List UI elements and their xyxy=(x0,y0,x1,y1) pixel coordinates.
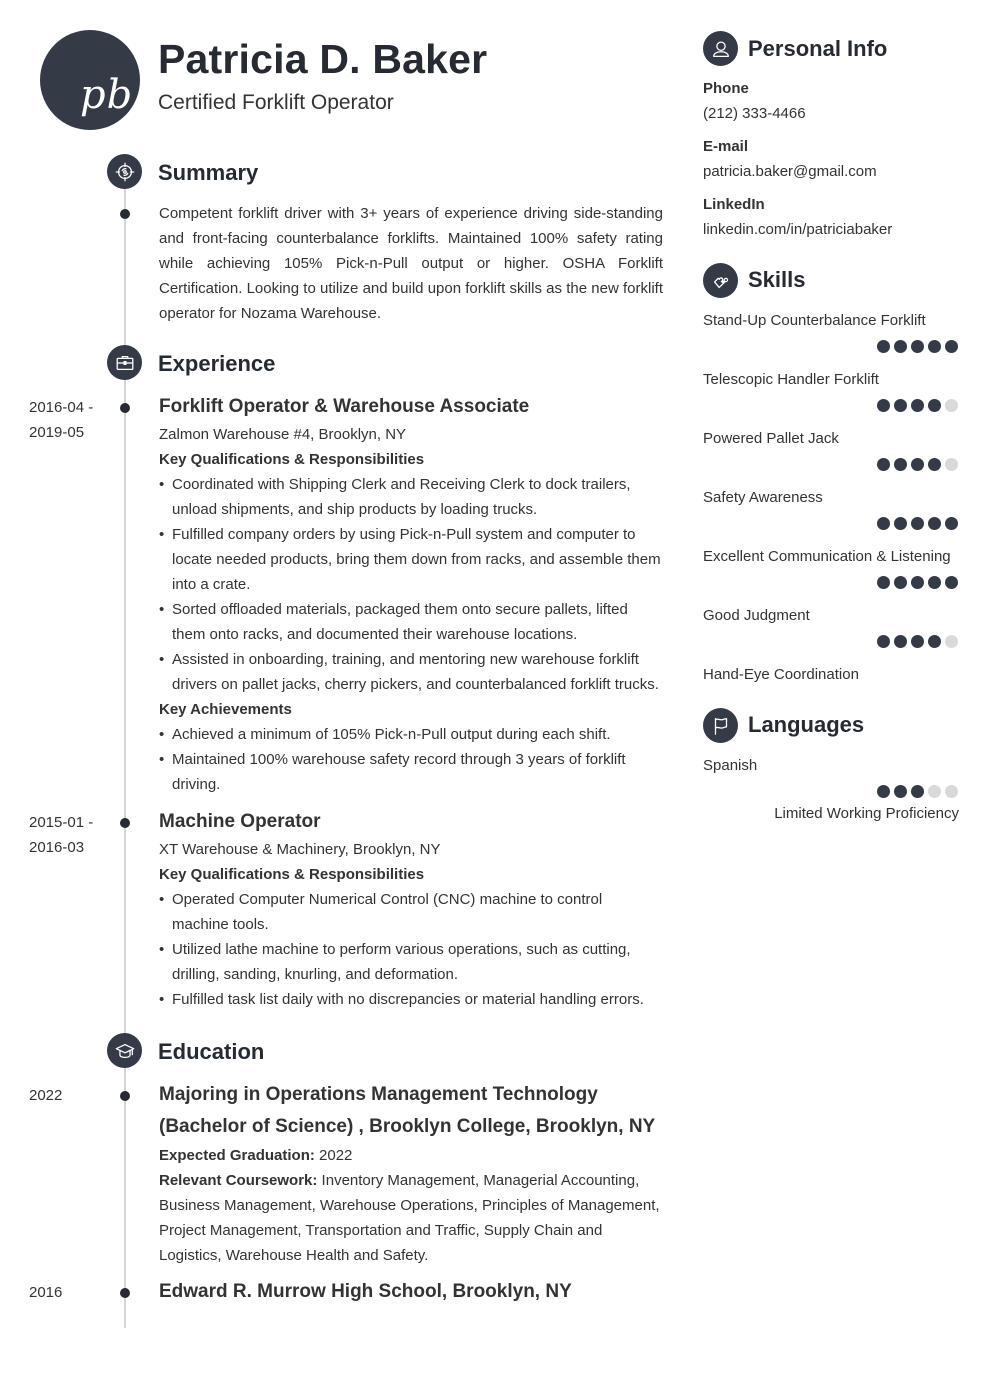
coursework-line xyxy=(159,1168,663,1268)
target-icon xyxy=(107,154,142,189)
skill-name: Good Judgment xyxy=(703,607,810,624)
achievements-list xyxy=(159,722,663,797)
section-title-education: Education xyxy=(158,1039,265,1064)
edu-date: 2016 xyxy=(29,1284,63,1301)
timeline-line xyxy=(124,170,126,1328)
graduation-label: Expected Graduation: xyxy=(159,1147,315,1164)
list-item: • Achieved a minimum of 105% Pick-n-Pull output during each shift. xyxy=(159,722,663,747)
list-item: • Maintained 100% warehouse safety record through 3 years of forklift driving. xyxy=(159,747,663,797)
job-title: Machine Operator xyxy=(159,811,321,832)
timeline-dot xyxy=(120,209,130,219)
user-icon xyxy=(703,31,738,66)
skill-name: Powered Pallet Jack xyxy=(703,430,839,447)
responsibilities-list xyxy=(159,472,663,697)
list-item: • Utilized lathe machine to perform various operations, such as cutting, drilling, sanding, knurling, and deformation. xyxy=(159,937,663,987)
list-item: • Coordinated with Shipping Clerk and Receiving Clerk to dock trailers, unload shipments, and ship products by loading trucks. xyxy=(159,472,663,522)
flag-icon xyxy=(703,708,738,743)
job-date-start: 2016-04 - xyxy=(29,399,94,416)
language-rating xyxy=(877,785,959,799)
timeline-dot xyxy=(120,818,130,828)
timeline-dot xyxy=(120,403,130,413)
degree-line-1: Majoring in Operations Management Technology xyxy=(159,1084,598,1105)
skill-rating xyxy=(877,576,959,590)
candidate-title: Certified Forklift Operator xyxy=(158,91,394,114)
language-proficiency: Limited Working Proficiency xyxy=(774,805,959,822)
linkedin-value[interactable]: linkedin.com/in/patriciabaker xyxy=(703,221,893,238)
skill-rating xyxy=(877,635,959,649)
job-title: Forklift Operator & Warehouse Associate xyxy=(159,396,530,417)
graduation-value: 2022 xyxy=(314,1147,353,1164)
section-title-summary: Summary xyxy=(158,160,259,185)
email-value[interactable]: patricia.baker@gmail.com xyxy=(703,163,877,180)
skill-name: Stand-Up Counterbalance Forklift xyxy=(703,312,926,329)
list-item: • Assisted in onboarding, training, and mentoring new warehouse forklift drivers on pallet jacks, cherry pickers, and counterbalanced forklift trucks. xyxy=(159,647,663,697)
achievements-heading: Key Achievements xyxy=(159,701,292,718)
phone-value: (212) 333-4466 xyxy=(703,105,806,122)
avatar-initials: pb xyxy=(80,72,134,118)
skill-name: Telescopic Handler Forklift xyxy=(703,371,879,388)
section-title-skills: Skills xyxy=(748,267,806,292)
job-date-start: 2015-01 - xyxy=(29,814,94,831)
job-company: XT Warehouse & Machinery, Brooklyn, NY xyxy=(159,841,441,858)
skill-rating xyxy=(877,458,959,472)
job-date-end: 2016-03 xyxy=(29,839,85,856)
job-company: Zalmon Warehouse #4, Brooklyn, NY xyxy=(159,426,407,443)
coursework-value: Inventory Management, Managerial Accounting, Business Management, Warehouse Operations, Principles of Management, Project Management, Transportation and Traffic, Supply Chain and Logistics, Warehouse Health and Safety. xyxy=(159,1172,660,1264)
skill-rating xyxy=(877,340,959,354)
list-item: • Fulfilled company orders by using Pick-n-Pull system and computer to locate needed products, bring them down from racks, and assemble them into a crate. xyxy=(159,522,663,597)
list-item: • Sorted offloaded materials, packaged them onto secure pallets, lifted them onto racks, and documented their warehouse locations. xyxy=(159,597,663,647)
education-entry xyxy=(159,1276,663,1308)
responsibilities-list xyxy=(159,887,663,1012)
coursework-label: Relevant Coursework: xyxy=(159,1172,318,1189)
section-title-personal-info: Personal Info xyxy=(748,36,888,61)
job-date xyxy=(29,395,109,445)
briefcase-icon xyxy=(107,345,142,380)
list-item: • Fulfilled task list daily with no discrepancies or material handling errors. xyxy=(159,987,663,1012)
skill-name: Safety Awareness xyxy=(703,489,823,506)
section-title-languages: Languages xyxy=(748,712,865,737)
skill-rating xyxy=(877,399,959,413)
phone-label: Phone xyxy=(703,80,749,97)
section-title-experience: Experience xyxy=(158,351,276,376)
job-entry xyxy=(159,392,663,797)
job-entry xyxy=(159,807,663,1012)
candidate-name: Patricia D. Baker xyxy=(158,36,488,82)
qualifications-heading: Key Qualifications & Responsibilities xyxy=(159,866,425,883)
summary-text: Competent forklift driver with 3+ years of experience driving side-standing and front-facing counterbalance forklifts. Maintained 100% safety rating while achieving 105% Pick-n-Pull output or higher. OSHA Forklift Certification. Looking to utilize and build upon forklift skills as the new forklift operator for Nozama Warehouse. xyxy=(159,205,663,322)
graduation-cap-icon xyxy=(107,1033,142,1068)
timeline-dot xyxy=(120,1091,130,1101)
job-date-end: 2019-05 xyxy=(29,424,85,441)
school-name: Edward R. Murrow High School, Brooklyn, NY xyxy=(159,1281,572,1302)
skill-name: Excellent Communication & Listening xyxy=(703,548,951,565)
list-item: • Operated Computer Numerical Control (CNC) machine to control machine tools. xyxy=(159,887,663,937)
education-entry xyxy=(159,1079,663,1268)
puzzle-icon xyxy=(703,263,738,298)
language-name: Spanish xyxy=(703,757,758,774)
qualifications-heading: Key Qualifications & Responsibilities xyxy=(159,451,425,468)
edu-date: 2022 xyxy=(29,1087,63,1104)
linkedin-label: LinkedIn xyxy=(703,196,765,213)
job-date xyxy=(29,810,109,860)
skill-rating xyxy=(877,517,959,531)
email-label: E-mail xyxy=(703,138,749,155)
timeline-dot xyxy=(120,1288,130,1298)
skill-name: Hand-Eye Coordination xyxy=(703,666,859,683)
graduation-line xyxy=(159,1143,663,1168)
degree-line-2: (Bachelor of Science) , Brooklyn College, Brooklyn, NY xyxy=(159,1116,656,1137)
